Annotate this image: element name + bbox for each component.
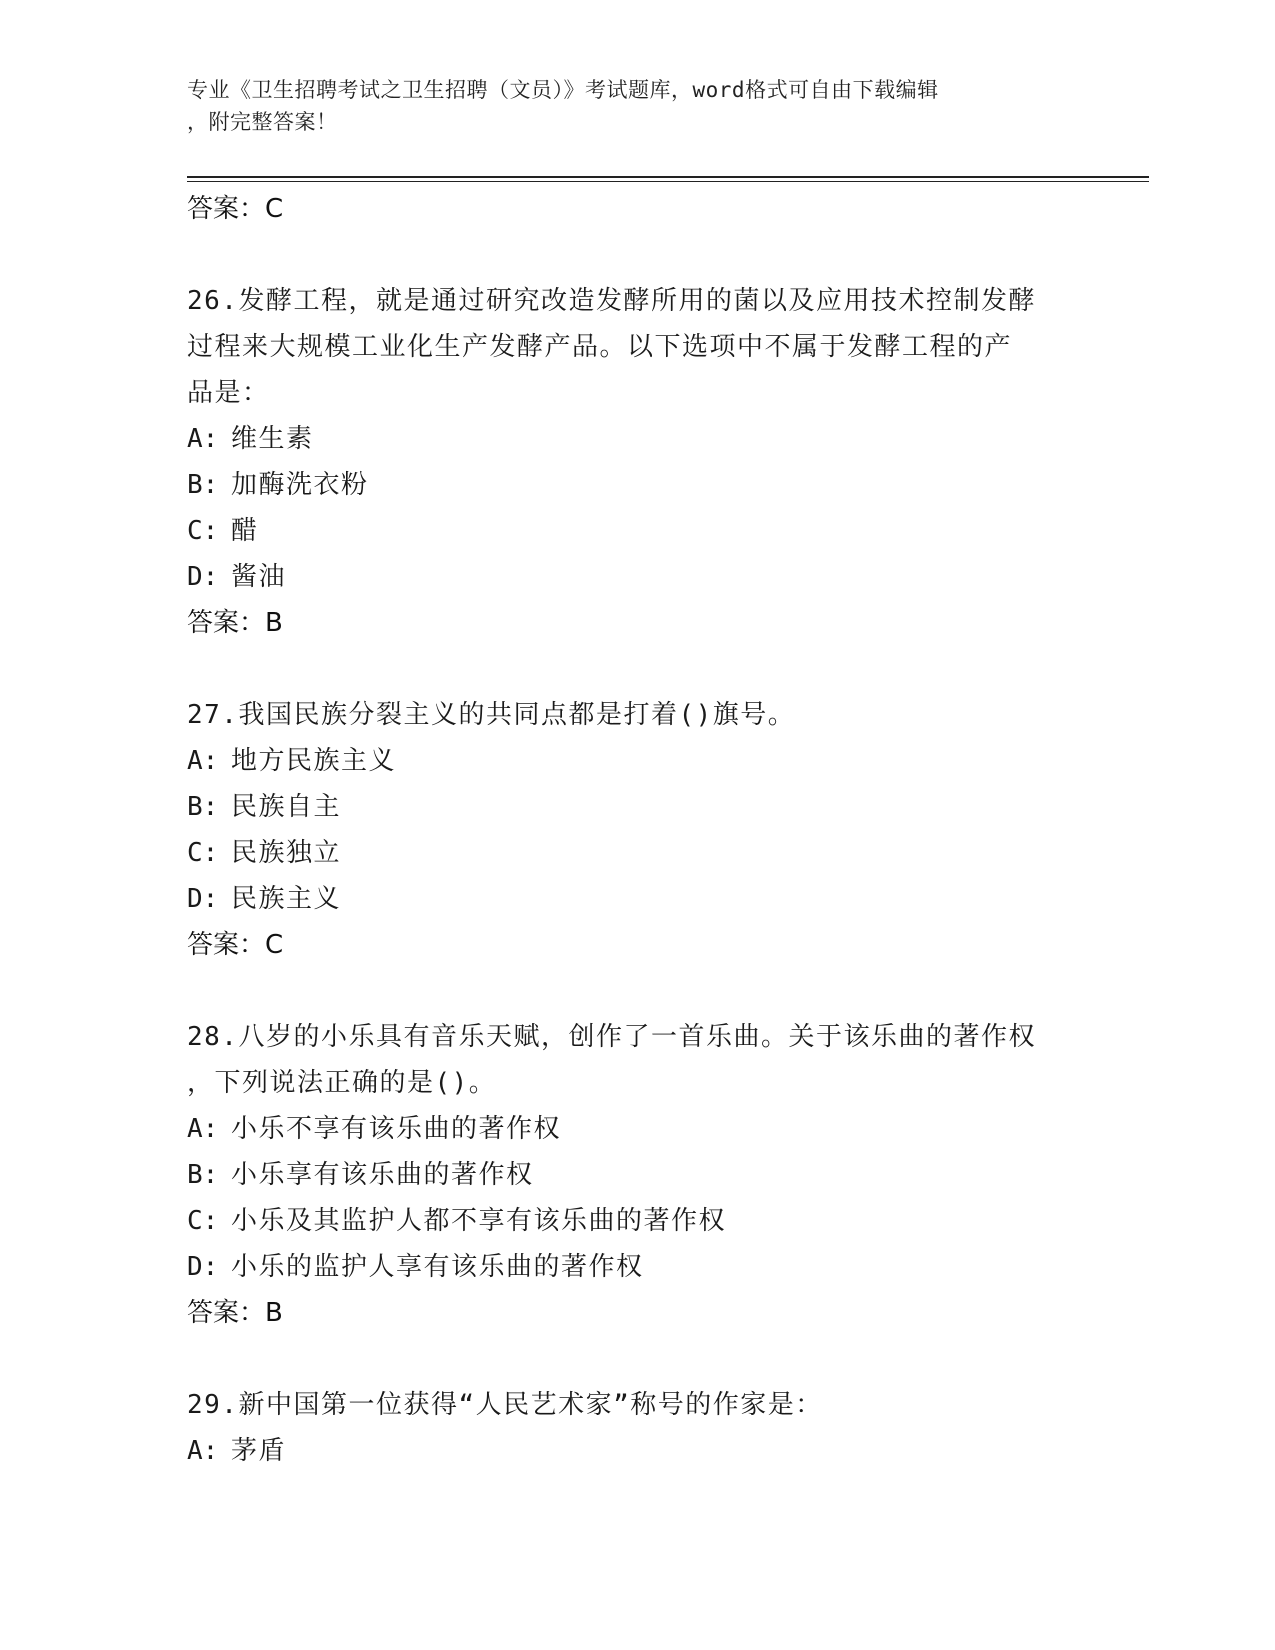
option-text: 民族自主 bbox=[231, 792, 342, 822]
answer: 答案：C bbox=[187, 930, 284, 960]
option-d bbox=[187, 554, 1087, 600]
option-letter: D: bbox=[187, 1252, 219, 1282]
option-a bbox=[187, 1428, 1087, 1474]
question-text-line: 27.我国民族分裂主义的共同点都是打着()旗号。 bbox=[187, 700, 796, 730]
option-letter: B: bbox=[187, 792, 219, 822]
spacer bbox=[187, 646, 1087, 692]
question-29 bbox=[187, 1382, 1087, 1474]
spacer bbox=[187, 232, 1087, 278]
option-c bbox=[187, 830, 1087, 876]
header-line-1: 专业《卫生招聘考试之卫生招聘（文员）》考试题库，word格式可自由下载编辑 bbox=[187, 78, 939, 102]
option-letter: A: bbox=[187, 1436, 219, 1466]
option-a bbox=[187, 738, 1087, 784]
answer: 答案：B bbox=[187, 608, 283, 638]
option-text: 茅盾 bbox=[231, 1436, 287, 1466]
option-letter: B: bbox=[187, 470, 219, 500]
answer: 答案：B bbox=[187, 1298, 283, 1328]
option-a bbox=[187, 416, 1087, 462]
option-text: 维生素 bbox=[231, 424, 314, 454]
question-list bbox=[187, 186, 1087, 1474]
question-text-line: 品是： bbox=[187, 378, 270, 408]
option-c bbox=[187, 508, 1087, 554]
option-letter: C: bbox=[187, 516, 219, 546]
option-c bbox=[187, 1198, 1087, 1244]
option-text: 民族独立 bbox=[231, 838, 342, 868]
option-letter: D: bbox=[187, 884, 219, 914]
option-text: 加酶洗衣粉 bbox=[231, 470, 369, 500]
option-text: 民族主义 bbox=[231, 884, 342, 914]
option-text: 酱油 bbox=[231, 562, 287, 592]
question-28 bbox=[187, 1014, 1087, 1336]
option-text: 地方民族主义 bbox=[231, 746, 397, 776]
option-text: 醋 bbox=[231, 516, 259, 546]
question-text-line: 26.发酵工程，就是通过研究改造发酵所用的菌以及应用技术控制发酵 bbox=[187, 286, 1036, 316]
previous-answer: 答案：C bbox=[187, 194, 284, 224]
option-text: 小乐的监护人享有该乐曲的著作权 bbox=[231, 1252, 644, 1282]
question-27 bbox=[187, 692, 1087, 968]
option-b bbox=[187, 462, 1087, 508]
option-letter: C: bbox=[187, 838, 219, 868]
option-text: 小乐及其监护人都不享有该乐曲的著作权 bbox=[231, 1206, 727, 1236]
option-b bbox=[187, 784, 1087, 830]
document-header bbox=[187, 74, 1067, 138]
option-letter: A: bbox=[187, 424, 219, 454]
option-letter: C: bbox=[187, 1206, 219, 1236]
question-text-line: 28.八岁的小乐具有音乐天赋，创作了一首乐曲。关于该乐曲的著作权 bbox=[187, 1022, 1036, 1052]
option-text: 小乐享有该乐曲的著作权 bbox=[231, 1160, 534, 1190]
option-letter: B: bbox=[187, 1160, 219, 1190]
question-text-line: ，下列说法正确的是()。 bbox=[187, 1068, 497, 1098]
spacer bbox=[187, 968, 1087, 1014]
question-text-line: 29.新中国第一位获得“人民艺术家”称号的作家是： bbox=[187, 1390, 823, 1420]
option-text: 小乐不享有该乐曲的著作权 bbox=[231, 1114, 562, 1144]
question-text-line: 过程来大规模工业化生产发酵产品。以下选项中不属于发酵工程的产 bbox=[187, 332, 1013, 362]
option-b bbox=[187, 1152, 1087, 1198]
question-26 bbox=[187, 278, 1087, 646]
header-line-2: ，附完整答案！ bbox=[187, 110, 338, 134]
spacer bbox=[187, 1336, 1087, 1382]
option-letter: D: bbox=[187, 562, 219, 592]
option-d bbox=[187, 876, 1087, 922]
option-d bbox=[187, 1244, 1087, 1290]
option-letter: A: bbox=[187, 1114, 219, 1144]
option-letter: A: bbox=[187, 746, 219, 776]
header-divider-thin bbox=[187, 181, 1149, 182]
option-a bbox=[187, 1106, 1087, 1152]
header-divider-thick bbox=[187, 176, 1149, 178]
